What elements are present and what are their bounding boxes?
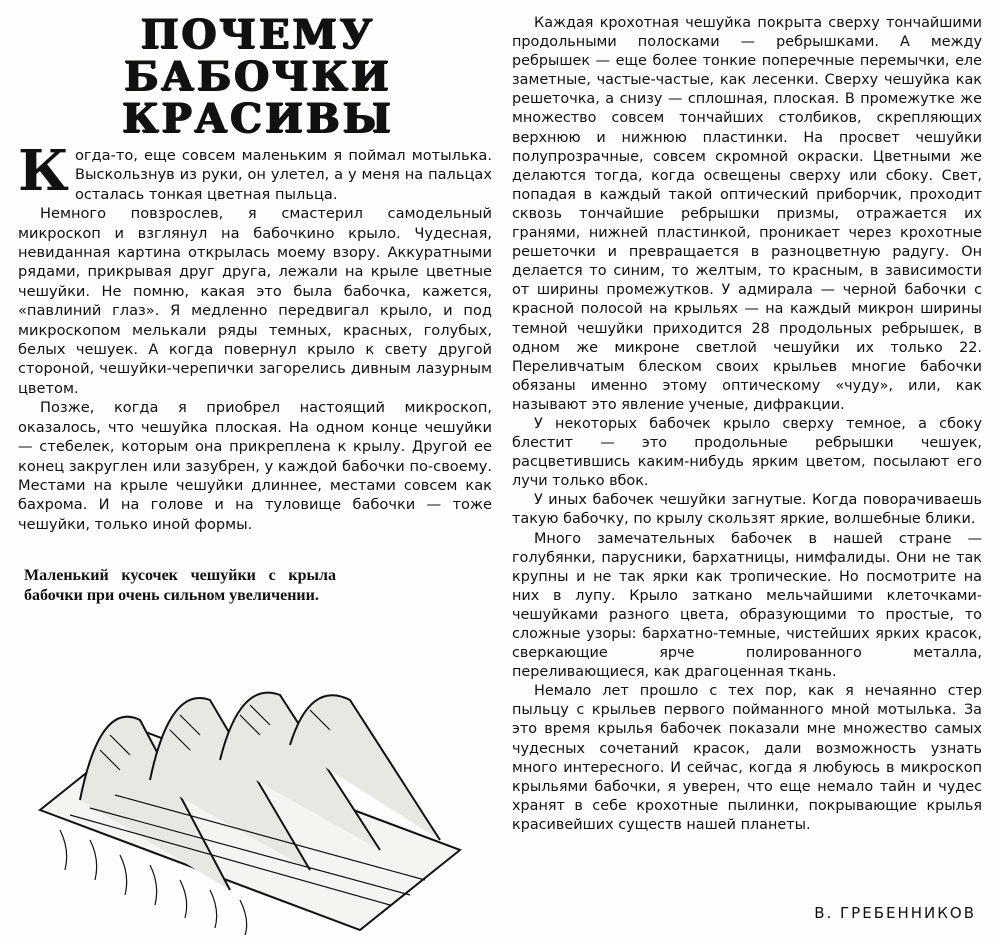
- paragraph-right-3: У иных бабочек чешуйки загнутые. Когда поворачиваешь такую бабочку, по крылу скользят яркие, волшебные блики.: [512, 492, 982, 528]
- paragraph-text: огда-то, еще совсем маленьким я поймал мотылька. Выскользнув из руки, он улетел, а у меня на пальцах осталась тонкая цветная пыльца.: [74, 147, 492, 203]
- paragraph-right-2: У некоторых бабочек крыло сверху темное, а сбоку блестит — это продольные ребрышки чешуек, расцветившись каким-нибудь ярким цветом, посылают его лучи только вбок.: [512, 415, 982, 490]
- title-line-2: БАБОЧКИ: [124, 53, 392, 100]
- article-title: [98, 11, 418, 142]
- wing-scale-illustration: [30, 690, 470, 940]
- paragraph-left-3: Позже, когда я приобрел настоящий микроскоп, оказалось, что чешуйка плоская. На одном конце чешуйки — стебелек, которым она прикреплена к крылу. Другой ее конец закруглен или зазубрен, у каждой бабочки по-своему. Местами на крыле чешуйки длиннее, местами совсем как бахрома. И на голове и на туловище бабочки — тоже чешуйки, только иной формы.: [18, 399, 492, 533]
- drop-cap: К: [18, 138, 69, 204]
- paragraph-right-1: Каждая крохотная чешуйка покрыта сверху тончайшими продольными полосками — ребрышками. А между ребрышек — еще более тонкие поперечные перемычки, еле заметные, частые-частые, как лесенки. Сверху чешуйка как решеточка, а снизу — сплошная, плоская. В промежутке же множество совсем тончайших столбиков, скрепляющих верхнюю и нижнюю пластинки. На просвет чешуйки полупрозрачные, совсем скромной окраски. Цветными же делаются тогда, когда освещены сверху или сбоку. Свет, попадая в каждый такой оптический приборчик, проходит сквозь тончайшие ребрышки призмы, отражается их гранями, нижней пластинкой, проникает через крохотные решеточки и превращается в разноцветную радугу. Он делается то синим, то желтым, то красным, в зависимости от ширины промежутков. У адмирала — черной бабочки с красной полосой на крыльях — на каждый микрон ширины темной чешуйки приходится 28 продольных ребрышек, в одном же микроне светлой чешуйки их только 22. Переливчатым блеском своих крыльев многие бабочки обязаны именно этому оптическому «чуду», или, как называют это явление ученые, дифракции.: [512, 15, 982, 413]
- title-line-1: ПОЧЕМУ: [140, 11, 376, 58]
- title-line-3: КРАСИВЫ: [122, 95, 394, 142]
- author-signature: В. ГРЕБЕННИКОВ: [814, 904, 976, 922]
- paragraph-right-4: Много замечательных бабочек в нашей стране — голубянки, парусники, бархатницы, нимфалиды. Они не так крупны и не так ярки как тропические. Но посмотрите на них в лупу. Крыло заткано мельчайшими клеточками-чешуйками разного цвета, образующими то простые, то сложные узоры: бархатно-темные, чистейших ярких красок, сверкающие ярче полированного металла, переливающиеся, как драгоценная ткань.: [512, 530, 982, 681]
- paragraph-left-1: [18, 138, 492, 204]
- paragraph-left-2: Немного повзрослев, я смастерил самодельный микроскоп и взглянул на бабочкино крыло. Чудесная, невиданная картина открылась моему взору. Аккуратными рядами, прикрывая друг друга, лежали на крыле цветные чешуйки. Не помню, какая это была бабочка, кажется, «павлиний глаз». Я медленно передвигал крыло, и под микроскопом мелькали ряды темных, красных, голубых, белых чешуек. А когда повернул крыло к свету другой стороной, чешуйки-черепички загорелись дивным лазурным цветом.: [18, 205, 492, 397]
- paragraph-right-5: Немало лет прошло с тех пор, как я нечаянно стер пыльцу с крыльев первого пойманного мной мотылька. За это время крылья бабочек показали мне множество самых чудесных сочетаний красок, дали возможность узнать много интересного. И сейчас, когда я любуюсь в микроскоп крыльями бабочки, я уверен, что еще немало тайн и чудес хранят в себе крохотные пылинки, покрывающие крылья красивейших существ нашей планеты.: [512, 683, 982, 833]
- right-column: [512, 14, 982, 835]
- figure-caption: Маленький кусочек чешуйки с крыла бабочки при очень сильном увеличении.: [24, 567, 336, 604]
- left-column: [18, 11, 492, 534]
